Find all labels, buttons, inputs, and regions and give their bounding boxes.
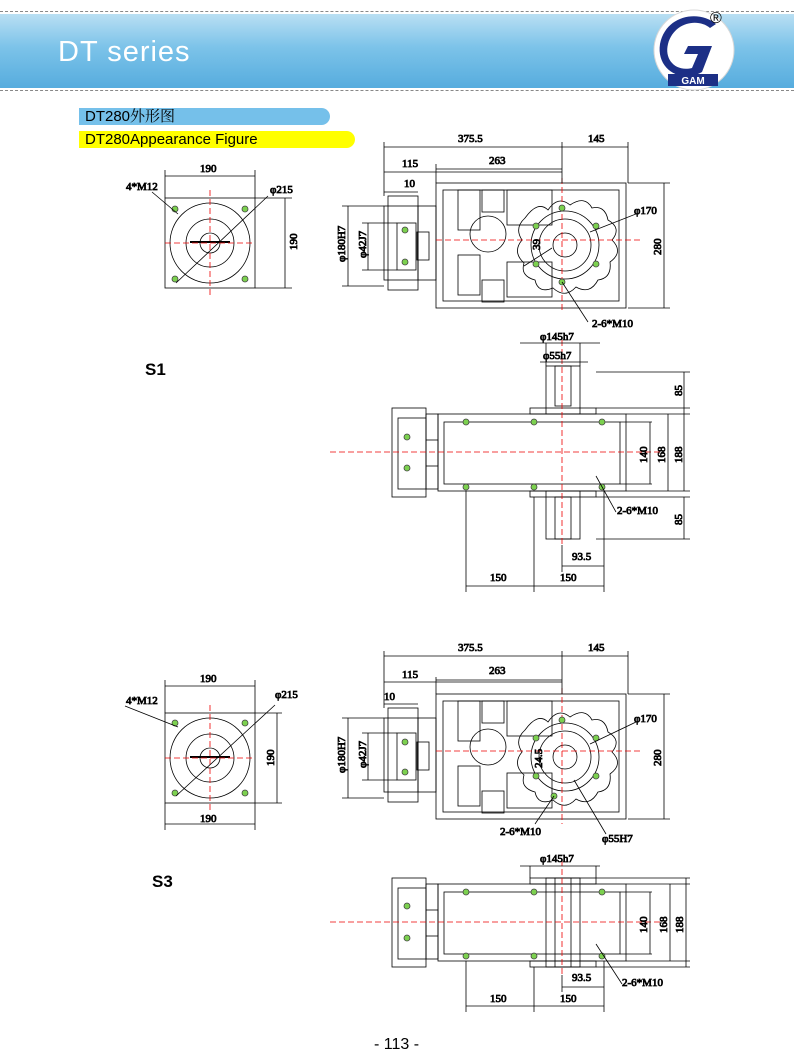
dim-115: 115 <box>402 158 419 170</box>
dim-188-s3: 188 <box>674 916 686 933</box>
dim-263: 263 <box>489 155 506 167</box>
dim-4m12-s3: 4*M12 <box>126 695 158 707</box>
dim-145: 145 <box>588 133 605 145</box>
s1-top-view <box>330 340 690 592</box>
dim-phi42j7: φ42J7 <box>357 230 369 258</box>
dim-150-right-s1: 150 <box>560 572 577 584</box>
dim-190-s3-top: 190 <box>200 673 217 685</box>
dim-24-5-s3: 24.5 <box>533 748 545 768</box>
figure-label-english: DT280Appearance Figure <box>79 131 355 148</box>
dim-2-6m10-s1-top: 2-6*M10 <box>617 505 658 517</box>
dim-280-s3: 280 <box>652 749 664 766</box>
dim-phi215: φ215 <box>270 184 293 196</box>
dim-145-s3: 145 <box>588 642 605 654</box>
dim-190-top: 190 <box>200 163 217 175</box>
dim-188-s1: 188 <box>673 446 685 463</box>
s3-side-view <box>342 651 670 834</box>
dim-140-s1: 140 <box>638 446 650 463</box>
dim-phi170: φ170 <box>634 205 657 217</box>
dim-4m12: 4*M12 <box>126 181 158 193</box>
dim-phi42j7-s3: φ42J7 <box>357 740 369 768</box>
figure-label-chinese: DT280外形图 <box>79 108 330 125</box>
dim-168-s3: 168 <box>658 916 670 933</box>
s3-top-view <box>330 860 690 1012</box>
dim-115-s3: 115 <box>402 669 419 681</box>
dim-375-5: 375.5 <box>458 133 483 145</box>
dim-140-s3: 140 <box>638 916 650 933</box>
dim-phi145h7-s1: φ145h7 <box>540 331 574 343</box>
dim-10: 10 <box>404 178 415 190</box>
page-number: - 113 - <box>374 1036 420 1053</box>
dim-93-5-s1: 93.5 <box>572 551 592 563</box>
dim-phi145h7-s3: φ145h7 <box>540 853 574 865</box>
section-label-s1: S1 <box>145 360 166 379</box>
dim-190-side: 190 <box>288 233 300 250</box>
s1-side-view <box>342 142 670 322</box>
dim-150-right-s3: 150 <box>560 993 577 1005</box>
logo-text: GAM <box>681 76 705 87</box>
dim-phi180h7: φ180H7 <box>336 225 348 262</box>
dim-190-s3-side: 190 <box>265 749 277 766</box>
section-label-s3: S3 <box>152 872 173 891</box>
page-title: DT series <box>58 36 191 68</box>
dim-2-6m10-s3-side: 2-6*M10 <box>500 826 541 838</box>
dim-375-5-s3: 375.5 <box>458 642 483 654</box>
dim-phi55h7-s1: φ55h7 <box>543 350 572 362</box>
dim-280: 280 <box>652 238 664 255</box>
dim-150-left-s1: 150 <box>490 572 507 584</box>
dim-phi215-s3: φ215 <box>275 689 298 701</box>
dim-168-s1: 168 <box>656 446 668 463</box>
dim-263-s3: 263 <box>489 665 506 677</box>
dim-190-s3-bottom: 190 <box>200 813 217 825</box>
dim-2-6m10-s3-top: 2-6*M10 <box>622 977 663 989</box>
dim-10-s3: 10 <box>384 691 395 703</box>
dim-phi55H7-s3: φ55H7 <box>602 833 633 845</box>
dim-39: 39 <box>531 239 543 250</box>
dim-phi180h7-s3: φ180H7 <box>336 736 348 773</box>
dim-93-5-s3: 93.5 <box>572 972 592 984</box>
dim-150-left-s3: 150 <box>490 993 507 1005</box>
dim-phi170-s3: φ170 <box>634 713 657 725</box>
dim-85-bottom: 85 <box>673 514 685 525</box>
dim-2-6m10: 2-6*M10 <box>592 318 633 330</box>
dim-85-top: 85 <box>673 385 685 396</box>
registered-mark: ® <box>710 10 722 27</box>
